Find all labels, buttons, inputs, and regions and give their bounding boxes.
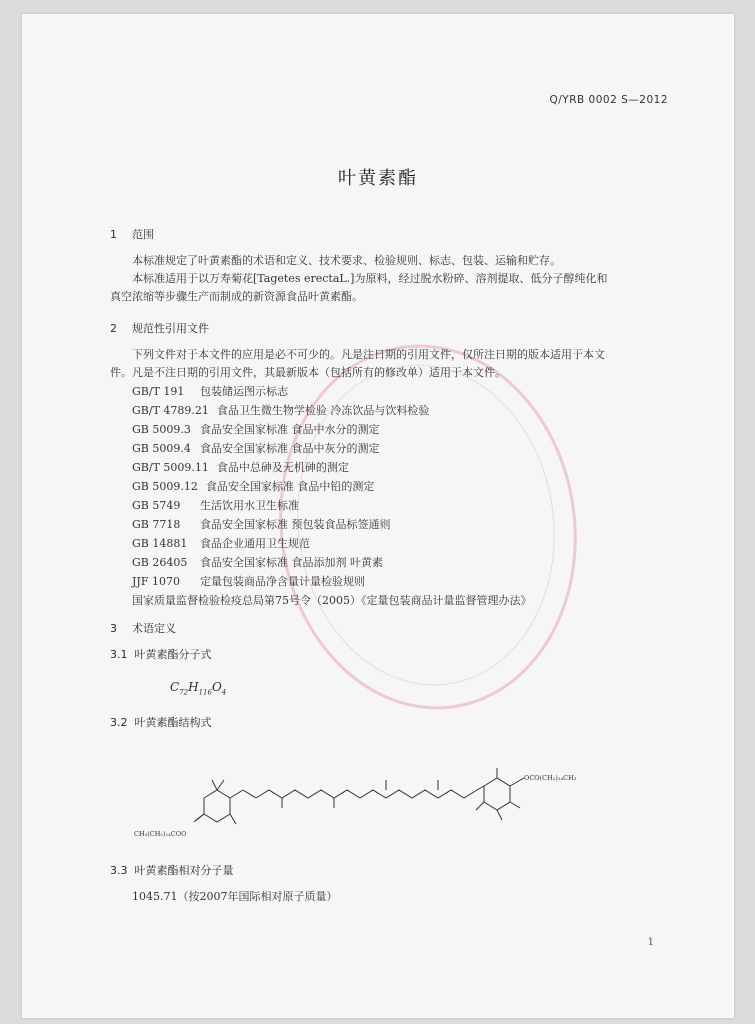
paragraph-continued: 真空浓缩等步骤生产而制成的新资源食品叶黄素酯。 — [110, 290, 363, 303]
reference-id: GB 7718 — [132, 518, 181, 531]
reference-id: GB/T 191 — [132, 385, 185, 398]
reference-item — [132, 554, 383, 570]
section-number: 3 — [110, 622, 117, 635]
reference-name: 食品安全国家标准 食品中灰分的测定 — [200, 442, 380, 455]
right-ring — [484, 778, 510, 810]
reference-name: 食品安全国家标准 食品添加剂 叶黄素 — [200, 556, 383, 569]
subsection-title: 叶黄素酯相对分子量 — [134, 864, 234, 877]
reference-id: GB 26405 — [132, 556, 188, 569]
reference-item — [132, 402, 429, 418]
paragraph-continued: 件。凡是不注日期的引用文件，其最新版本（包括所有的修改单）适用于本文件。 — [110, 366, 506, 379]
reference-name: 食品安全国家标准 预包装食品标签通则 — [200, 518, 391, 531]
reference-id: JJF 1070 — [132, 575, 180, 588]
reference-item — [132, 478, 374, 494]
formula-oxygen: O — [211, 680, 222, 694]
reference-item — [132, 497, 299, 513]
reference-id: GB 5009.12 — [132, 480, 198, 493]
reference-name: 包装储运图示标志 — [200, 385, 288, 398]
reference-id: GB/T 5009.11 — [132, 461, 209, 474]
section-3-heading — [110, 620, 176, 636]
reference-name: 食品安全国家标准 食品中铅的测定 — [205, 480, 375, 493]
section-title: 规范性引用文件 — [132, 322, 209, 335]
reference-name: 食品安全国家标准 食品中水分的测定 — [200, 423, 380, 436]
subsection-3-3-heading — [110, 862, 234, 878]
formula-oxygen-count: 4 — [221, 688, 227, 697]
paragraph: 本标准适用于以万寿菊花[Tagetes erectaL.]为原料，经过脱水粉碎、溶剂提取、低分子醇纯化和 — [132, 272, 608, 285]
reference-id: GB 5749 — [132, 499, 181, 512]
subsection-3-1-heading — [110, 646, 212, 662]
paragraph: 下列文件对于本文件的应用是必不可少的。凡是注日期的引用文件，仅所注日期的版本适用于本文 — [132, 348, 605, 361]
reference-name: 食品中总砷及无机砷的测定 — [216, 461, 349, 474]
formula-hydrogen: H — [188, 680, 199, 694]
reference-name: 食品企业通用卫生规范 — [200, 537, 310, 550]
section-number: 2 — [110, 322, 117, 335]
subsection-number: 3.3 — [110, 864, 128, 877]
section-1-heading — [110, 226, 154, 242]
subsection-title: 叶黄素酯分子式 — [134, 648, 212, 661]
reference-id: GB/T 4789.21 — [132, 404, 209, 417]
section-2-heading — [110, 320, 209, 336]
reference-id: GB 14881 — [132, 537, 188, 550]
section-number: 1 — [110, 228, 117, 241]
formula-carbon: C — [170, 680, 180, 694]
left-ring — [204, 790, 230, 822]
subsection-3-2-heading — [110, 714, 212, 730]
polyene-chain — [256, 786, 484, 798]
molecular-weight-value: 1045.71（按2007年国际相对原子质量） — [132, 890, 338, 903]
reference-item — [132, 573, 365, 589]
molecular-formula — [170, 680, 226, 696]
reference-name: 定量包装商品净含量计量检验规则 — [200, 575, 365, 588]
subsection-number: 3.2 — [110, 716, 128, 729]
document-title: 叶黄素酯 — [338, 168, 418, 189]
reference-name: 生活饮用水卫生标准 — [200, 499, 299, 512]
reference-item: 国家质量监督检验检疫总局第75号令（2005）《定量包装商品计量监督管理办法》 — [132, 594, 532, 607]
standard-code: Q/YRB 0002 S—2012 — [549, 94, 668, 106]
reference-item — [132, 516, 391, 532]
reference-item — [132, 459, 349, 475]
right-ester-group: OCO(CH₂)₁₄CH₃ — [524, 774, 577, 782]
formula-hydrogen-count: 116 — [198, 688, 212, 697]
structural-formula — [132, 748, 582, 838]
subsection-number: 3.1 — [110, 648, 128, 661]
section-title: 范围 — [132, 228, 154, 241]
reference-id: GB 5009.3 — [132, 423, 191, 436]
document-page — [22, 14, 734, 1018]
reference-id: GB 5009.4 — [132, 442, 191, 455]
reference-item — [132, 383, 288, 399]
formula-carbon-count: 72 — [179, 688, 189, 697]
left-ester-group: CH₃(CH₂)₁₄COO — [134, 830, 187, 838]
reference-item — [132, 535, 310, 551]
subsection-title: 叶黄素酯结构式 — [134, 716, 212, 729]
reference-name: 食品卫生微生物学检验 冷冻饮品与饮料检验 — [216, 404, 430, 417]
reference-item — [132, 421, 380, 437]
section-title: 术语定义 — [132, 622, 176, 635]
reference-item — [132, 440, 380, 456]
paragraph: 本标准规定了叶黄素酯的术语和定义、技术要求、检验规则、标志、包装、运输和贮存。 — [132, 254, 561, 267]
page-number: 1 — [647, 937, 654, 948]
